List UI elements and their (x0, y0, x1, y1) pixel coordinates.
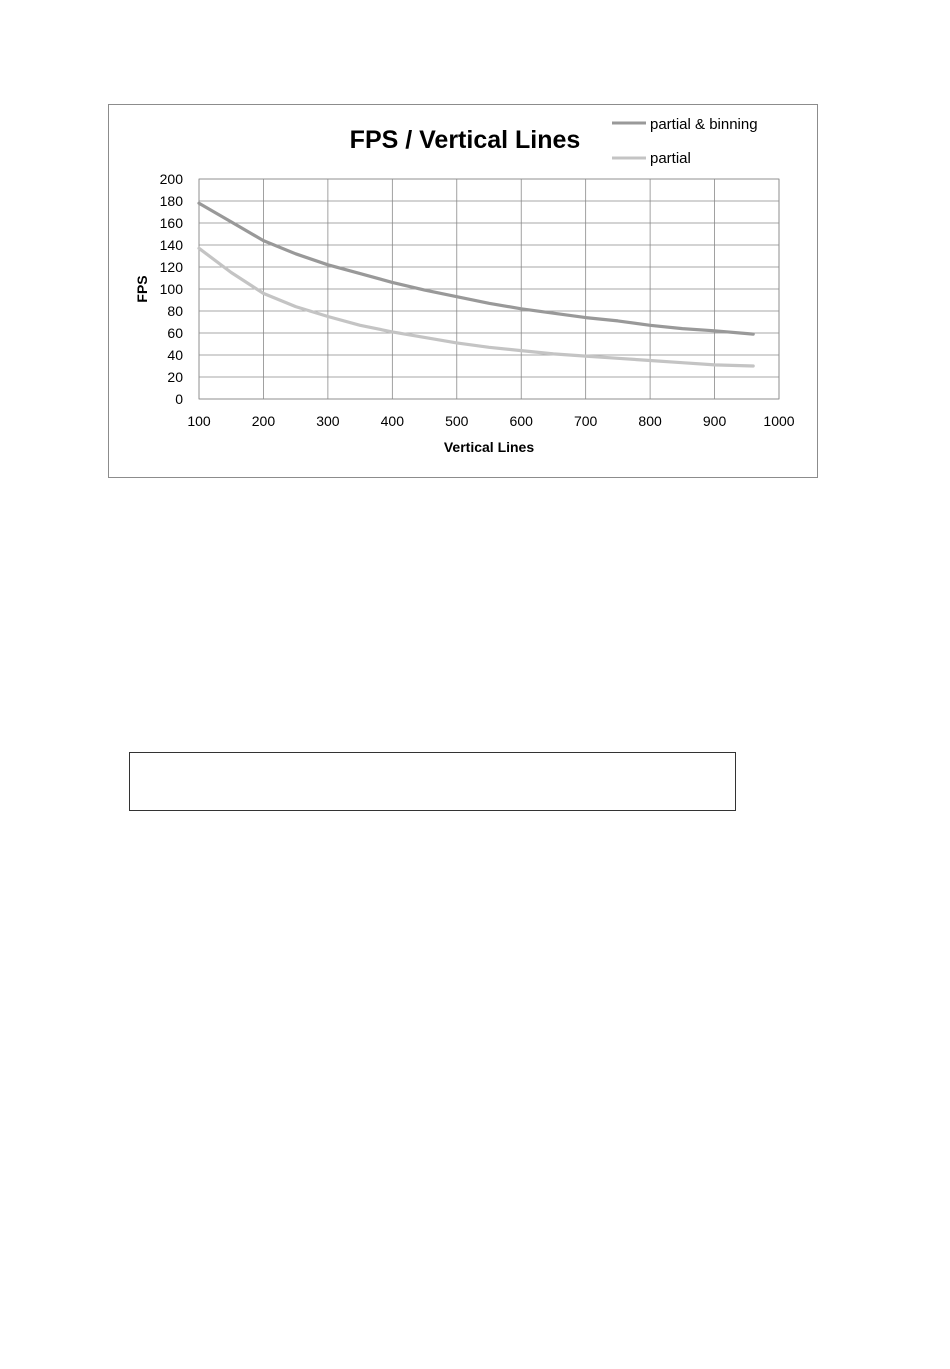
y-tick-label: 100 (159, 281, 183, 297)
x-tick-label: 500 (445, 413, 469, 429)
legend-label-partial-binning: partial & binning (650, 116, 758, 133)
x-tick-label: 700 (573, 413, 598, 429)
y-tick-label: 20 (167, 369, 183, 385)
x-tick-label: 900 (702, 413, 727, 429)
x-axis-label: Vertical Lines (443, 439, 535, 455)
chart-frame (108, 104, 818, 478)
fps-line-chart (109, 105, 819, 479)
x-tick-label: 600 (509, 413, 533, 429)
x-tick-label: 300 (316, 413, 340, 429)
y-tick-labels (160, 171, 184, 407)
x-tick-label: 1000 (763, 413, 795, 429)
x-tick-label: 200 (251, 413, 276, 429)
y-tick-label: 180 (159, 193, 183, 209)
grid-layer (199, 179, 779, 399)
y-tick-label: 40 (167, 347, 183, 363)
x-tick-label: 100 (187, 413, 211, 429)
series-line-partial (199, 248, 753, 366)
y-tick-label: 120 (159, 259, 183, 275)
y-tick-label: 0 (175, 391, 183, 407)
y-tick-label: 80 (167, 303, 183, 319)
chart-title: FPS / Vertical Lines (349, 126, 581, 154)
x-tick-labels (187, 413, 794, 429)
y-axis-label: FPS (134, 275, 150, 303)
y-tick-label: 140 (159, 237, 183, 253)
series-layer (199, 203, 753, 366)
legend-label-partial: partial (650, 150, 691, 167)
empty-text-box (129, 752, 736, 811)
x-tick-label: 800 (638, 413, 662, 429)
y-tick-label: 160 (159, 215, 183, 231)
legend (612, 116, 758, 167)
y-tick-label: 200 (159, 171, 183, 187)
x-tick-label: 400 (380, 413, 405, 429)
y-tick-label: 60 (167, 325, 183, 341)
